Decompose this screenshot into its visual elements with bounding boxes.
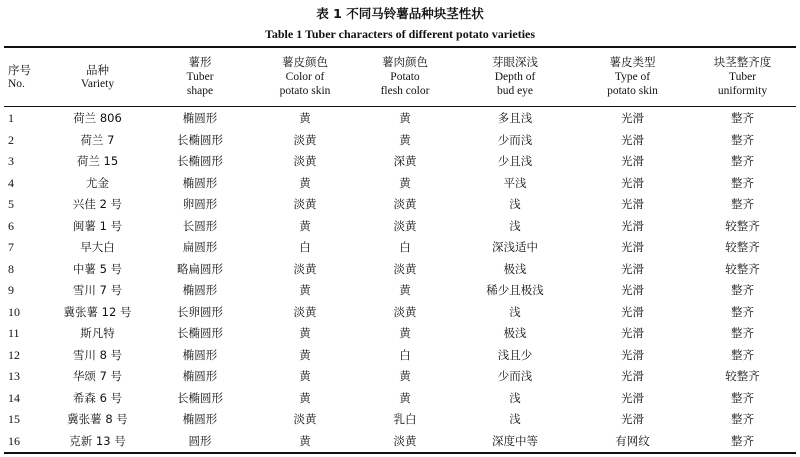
cell-skin-color: 黄 bbox=[299, 326, 311, 340]
cell-tuber-shape: 圆形 bbox=[188, 433, 212, 448]
cell-tuber-uniformity: 整齐 bbox=[731, 197, 754, 211]
header-skin-type bbox=[575, 50, 690, 104]
cell-skin-type: 光滑 bbox=[621, 111, 644, 125]
cell-tuber-shape: 长椭圆形 bbox=[177, 326, 223, 340]
cell-flesh-color: 淡黄 bbox=[393, 261, 417, 276]
cell-bud-eye-depth: 平浅 bbox=[503, 175, 527, 190]
header-line: Tuber bbox=[186, 70, 214, 83]
cell-skin-color: 白 bbox=[299, 240, 311, 254]
header-line: flesh color bbox=[380, 85, 430, 98]
cell-variety: 冀张薯 8 号 bbox=[67, 412, 128, 426]
cell-bud-eye-depth: 少而浅 bbox=[497, 132, 533, 147]
cell-flesh-color: 黄 bbox=[399, 390, 411, 405]
cell-variety: 华颂 7 号 bbox=[72, 369, 123, 383]
cell-tuber-shape: 椭圆形 bbox=[182, 283, 218, 297]
cell-variety: 荷兰 806 bbox=[73, 111, 122, 125]
cell-skin-type: 光滑 bbox=[621, 197, 644, 211]
table-title-en: Table 1 Tuber characters of different potato varieties bbox=[264, 27, 536, 41]
cell-tuber-shape: 椭圆形 bbox=[182, 412, 218, 426]
cell-no: 10 bbox=[8, 304, 20, 319]
table-row bbox=[0, 216, 800, 238]
cell-skin-type: 光滑 bbox=[621, 390, 644, 405]
cell-tuber-shape: 卵圆形 bbox=[182, 197, 218, 211]
cell-bud-eye-depth: 浅 bbox=[509, 218, 521, 233]
bottom-rule bbox=[4, 452, 796, 454]
cell-variety: 斯凡特 bbox=[80, 326, 115, 340]
cell-tuber-uniformity: 较整齐 bbox=[725, 261, 760, 276]
cell-skin-color: 黄 bbox=[299, 347, 311, 362]
cell-variety: 冀张薯 12 号 bbox=[63, 304, 132, 319]
cell-no: 4 bbox=[8, 175, 14, 190]
table-row bbox=[0, 388, 800, 410]
cell-variety: 希森 6 号 bbox=[72, 390, 123, 405]
cell-skin-color: 淡黄 bbox=[293, 261, 317, 276]
table-title-cn: 表 1 不同马铃薯品种块茎性状 bbox=[316, 6, 484, 21]
table-row bbox=[0, 366, 800, 388]
cell-no: 13 bbox=[8, 369, 20, 383]
header-no bbox=[8, 50, 48, 104]
header-tuber-shape bbox=[145, 50, 255, 104]
cell-flesh-color: 黄 bbox=[399, 111, 411, 125]
cell-tuber-uniformity: 整齐 bbox=[731, 326, 754, 340]
cell-tuber-shape: 椭圆形 bbox=[182, 175, 218, 190]
cell-variety: 中薯 5 号 bbox=[72, 261, 123, 276]
header-line: 薯皮颜色 bbox=[282, 55, 328, 70]
table-row bbox=[0, 108, 800, 130]
cell-no: 11 bbox=[8, 326, 20, 340]
cell-bud-eye-depth: 浅 bbox=[509, 390, 521, 405]
cell-flesh-color: 黄 bbox=[399, 326, 411, 340]
cell-skin-color: 淡黄 bbox=[293, 132, 317, 147]
cell-skin-type: 光滑 bbox=[621, 218, 644, 233]
header-line: 块茎整齐度 bbox=[713, 55, 772, 70]
cell-no: 16 bbox=[8, 433, 20, 448]
cell-flesh-color: 淡黄 bbox=[393, 304, 417, 319]
table-row bbox=[0, 409, 800, 431]
header-tuber-uniformity bbox=[690, 50, 795, 104]
header-rule bbox=[4, 106, 796, 107]
cell-tuber-shape: 略扁圆形 bbox=[177, 261, 223, 276]
cell-skin-type: 光滑 bbox=[621, 132, 644, 147]
header-line: Depth of bbox=[494, 70, 536, 83]
table-row bbox=[0, 345, 800, 367]
cell-skin-type: 光滑 bbox=[621, 261, 644, 276]
cell-tuber-uniformity: 整齐 bbox=[731, 304, 754, 319]
cell-no: 2 bbox=[8, 132, 14, 147]
header-variety bbox=[50, 50, 145, 104]
header-line: uniformity bbox=[717, 85, 768, 98]
cell-tuber-shape: 扁圆形 bbox=[182, 240, 218, 254]
cell-bud-eye-depth: 深度中等 bbox=[492, 433, 538, 448]
cell-tuber-shape: 长圆形 bbox=[182, 218, 218, 233]
cell-flesh-color: 淡黄 bbox=[393, 433, 417, 448]
cell-no: 9 bbox=[8, 283, 14, 297]
header-skin-color bbox=[255, 50, 355, 104]
table-row bbox=[0, 237, 800, 259]
cell-no: 7 bbox=[8, 240, 14, 254]
cell-bud-eye-depth: 深浅适中 bbox=[492, 240, 538, 254]
header-line: 序号 bbox=[8, 62, 31, 77]
cell-skin-type: 光滑 bbox=[621, 240, 644, 254]
cell-bud-eye-depth: 浅且少 bbox=[497, 347, 533, 362]
header-line: Variety bbox=[80, 78, 115, 90]
cell-variety: 闽薯 1 号 bbox=[72, 218, 123, 233]
cell-tuber-shape: 椭圆形 bbox=[182, 369, 218, 383]
header-flesh-color bbox=[355, 50, 455, 104]
cell-bud-eye-depth: 少而浅 bbox=[497, 369, 533, 383]
cell-flesh-color: 黄 bbox=[399, 132, 411, 147]
cell-tuber-shape: 长椭圆形 bbox=[177, 132, 223, 147]
cell-variety: 尤金 bbox=[86, 175, 109, 190]
cell-tuber-shape: 长椭圆形 bbox=[177, 154, 223, 168]
cell-no: 5 bbox=[8, 197, 14, 211]
cell-skin-type: 光滑 bbox=[621, 154, 644, 168]
cell-bud-eye-depth: 极浅 bbox=[503, 326, 527, 340]
cell-tuber-uniformity: 较整齐 bbox=[725, 369, 760, 383]
cell-flesh-color: 黄 bbox=[399, 175, 411, 190]
cell-skin-color: 黄 bbox=[299, 369, 311, 383]
header-line: 薯形 bbox=[188, 55, 212, 70]
header-line: 薯肉颜色 bbox=[382, 55, 428, 70]
table-row bbox=[0, 194, 800, 216]
cell-tuber-shape: 椭圆形 bbox=[182, 347, 218, 362]
cell-flesh-color: 乳白 bbox=[393, 412, 417, 426]
cell-tuber-uniformity: 整齐 bbox=[731, 433, 754, 448]
top-rule bbox=[4, 46, 796, 48]
cell-no: 6 bbox=[8, 218, 14, 233]
table-row bbox=[0, 302, 800, 324]
table-row bbox=[0, 151, 800, 173]
cell-skin-type: 光滑 bbox=[621, 347, 644, 362]
header-line: Potato bbox=[390, 70, 420, 83]
cell-variety: 荷兰 15 bbox=[76, 154, 119, 168]
cell-flesh-color: 白 bbox=[399, 347, 411, 362]
cell-skin-type: 光滑 bbox=[621, 326, 644, 340]
cell-bud-eye-depth: 多且浅 bbox=[497, 111, 533, 125]
cell-variety: 雪川 7 号 bbox=[72, 283, 123, 297]
header-line: 品种 bbox=[86, 62, 109, 77]
cell-flesh-color: 淡黄 bbox=[393, 197, 417, 211]
cell-skin-color: 黄 bbox=[299, 390, 311, 405]
cell-skin-color: 黄 bbox=[299, 175, 311, 190]
cell-skin-color: 淡黄 bbox=[293, 304, 317, 319]
header-line: potato skin bbox=[607, 85, 658, 98]
cell-no: 3 bbox=[8, 154, 14, 168]
header-line: potato skin bbox=[279, 85, 331, 98]
cell-bud-eye-depth: 极浅 bbox=[503, 261, 527, 276]
cell-variety: 早大白 bbox=[80, 240, 115, 254]
cell-flesh-color: 深黄 bbox=[393, 154, 417, 168]
cell-skin-color: 淡黄 bbox=[293, 412, 317, 426]
header-line: 芽眼深浅 bbox=[492, 55, 538, 70]
cell-skin-color: 黄 bbox=[299, 218, 311, 233]
cell-skin-color: 黄 bbox=[299, 433, 311, 448]
cell-tuber-uniformity: 整齐 bbox=[731, 175, 754, 190]
cell-flesh-color: 黄 bbox=[399, 283, 411, 297]
cell-skin-type: 光滑 bbox=[621, 283, 644, 297]
header-line: 薯皮类型 bbox=[609, 55, 656, 70]
cell-tuber-shape: 椭圆形 bbox=[182, 111, 218, 125]
cell-skin-type: 有网纹 bbox=[615, 433, 650, 448]
cell-tuber-uniformity: 整齐 bbox=[731, 111, 754, 125]
cell-bud-eye-depth: 浅 bbox=[509, 304, 521, 319]
cell-flesh-color: 淡黄 bbox=[393, 218, 417, 233]
cell-skin-type: 光滑 bbox=[621, 369, 644, 383]
header-line: shape bbox=[186, 85, 214, 98]
cell-no: 1 bbox=[8, 111, 14, 125]
cell-tuber-uniformity: 整齐 bbox=[731, 412, 754, 426]
table-row bbox=[0, 323, 800, 345]
cell-skin-type: 光滑 bbox=[621, 175, 644, 190]
cell-bud-eye-depth: 浅 bbox=[509, 197, 521, 211]
cell-flesh-color: 白 bbox=[399, 240, 411, 254]
cell-tuber-shape: 长卵圆形 bbox=[177, 304, 223, 319]
header-line: bud eye bbox=[496, 85, 534, 98]
table-row bbox=[0, 431, 800, 453]
cell-variety: 克新 13 号 bbox=[69, 433, 126, 448]
cell-flesh-color: 黄 bbox=[399, 369, 411, 383]
cell-tuber-uniformity: 较整齐 bbox=[725, 240, 760, 254]
cell-bud-eye-depth: 浅 bbox=[509, 412, 521, 426]
table-row bbox=[0, 130, 800, 152]
cell-bud-eye-depth: 少且浅 bbox=[497, 154, 533, 168]
cell-no: 12 bbox=[8, 347, 20, 362]
cell-skin-color: 黄 bbox=[299, 283, 311, 297]
table-row bbox=[0, 280, 800, 302]
table-body bbox=[0, 108, 800, 452]
table-row bbox=[0, 259, 800, 281]
cell-no: 15 bbox=[8, 412, 20, 426]
header-line: Color of bbox=[285, 70, 325, 83]
cell-tuber-uniformity: 整齐 bbox=[731, 132, 754, 147]
table-row bbox=[0, 173, 800, 195]
cell-tuber-shape: 长椭圆形 bbox=[177, 390, 223, 405]
cell-variety: 荷兰 7 bbox=[80, 132, 115, 147]
table-header bbox=[0, 50, 800, 104]
header-line: No. bbox=[8, 78, 25, 90]
cell-skin-color: 淡黄 bbox=[293, 154, 317, 168]
cell-no: 8 bbox=[8, 261, 14, 276]
cell-tuber-uniformity: 整齐 bbox=[731, 283, 754, 297]
header-bud-eye-depth bbox=[455, 50, 575, 104]
cell-tuber-uniformity: 整齐 bbox=[731, 390, 754, 405]
header-line: Type of bbox=[614, 70, 651, 83]
header-line: Tuber bbox=[728, 70, 757, 83]
cell-skin-color: 淡黄 bbox=[293, 197, 317, 211]
cell-tuber-uniformity: 较整齐 bbox=[725, 218, 760, 233]
cell-bud-eye-depth: 稀少且极浅 bbox=[486, 283, 544, 297]
cell-tuber-uniformity: 整齐 bbox=[731, 347, 754, 362]
cell-skin-type: 光滑 bbox=[621, 304, 644, 319]
cell-skin-color: 黄 bbox=[299, 111, 311, 125]
cell-variety: 兴佳 2 号 bbox=[72, 197, 123, 211]
cell-no: 14 bbox=[8, 390, 20, 405]
cell-variety: 雪川 8 号 bbox=[72, 347, 123, 362]
cell-skin-type: 光滑 bbox=[621, 412, 644, 426]
cell-tuber-uniformity: 整齐 bbox=[731, 154, 754, 168]
